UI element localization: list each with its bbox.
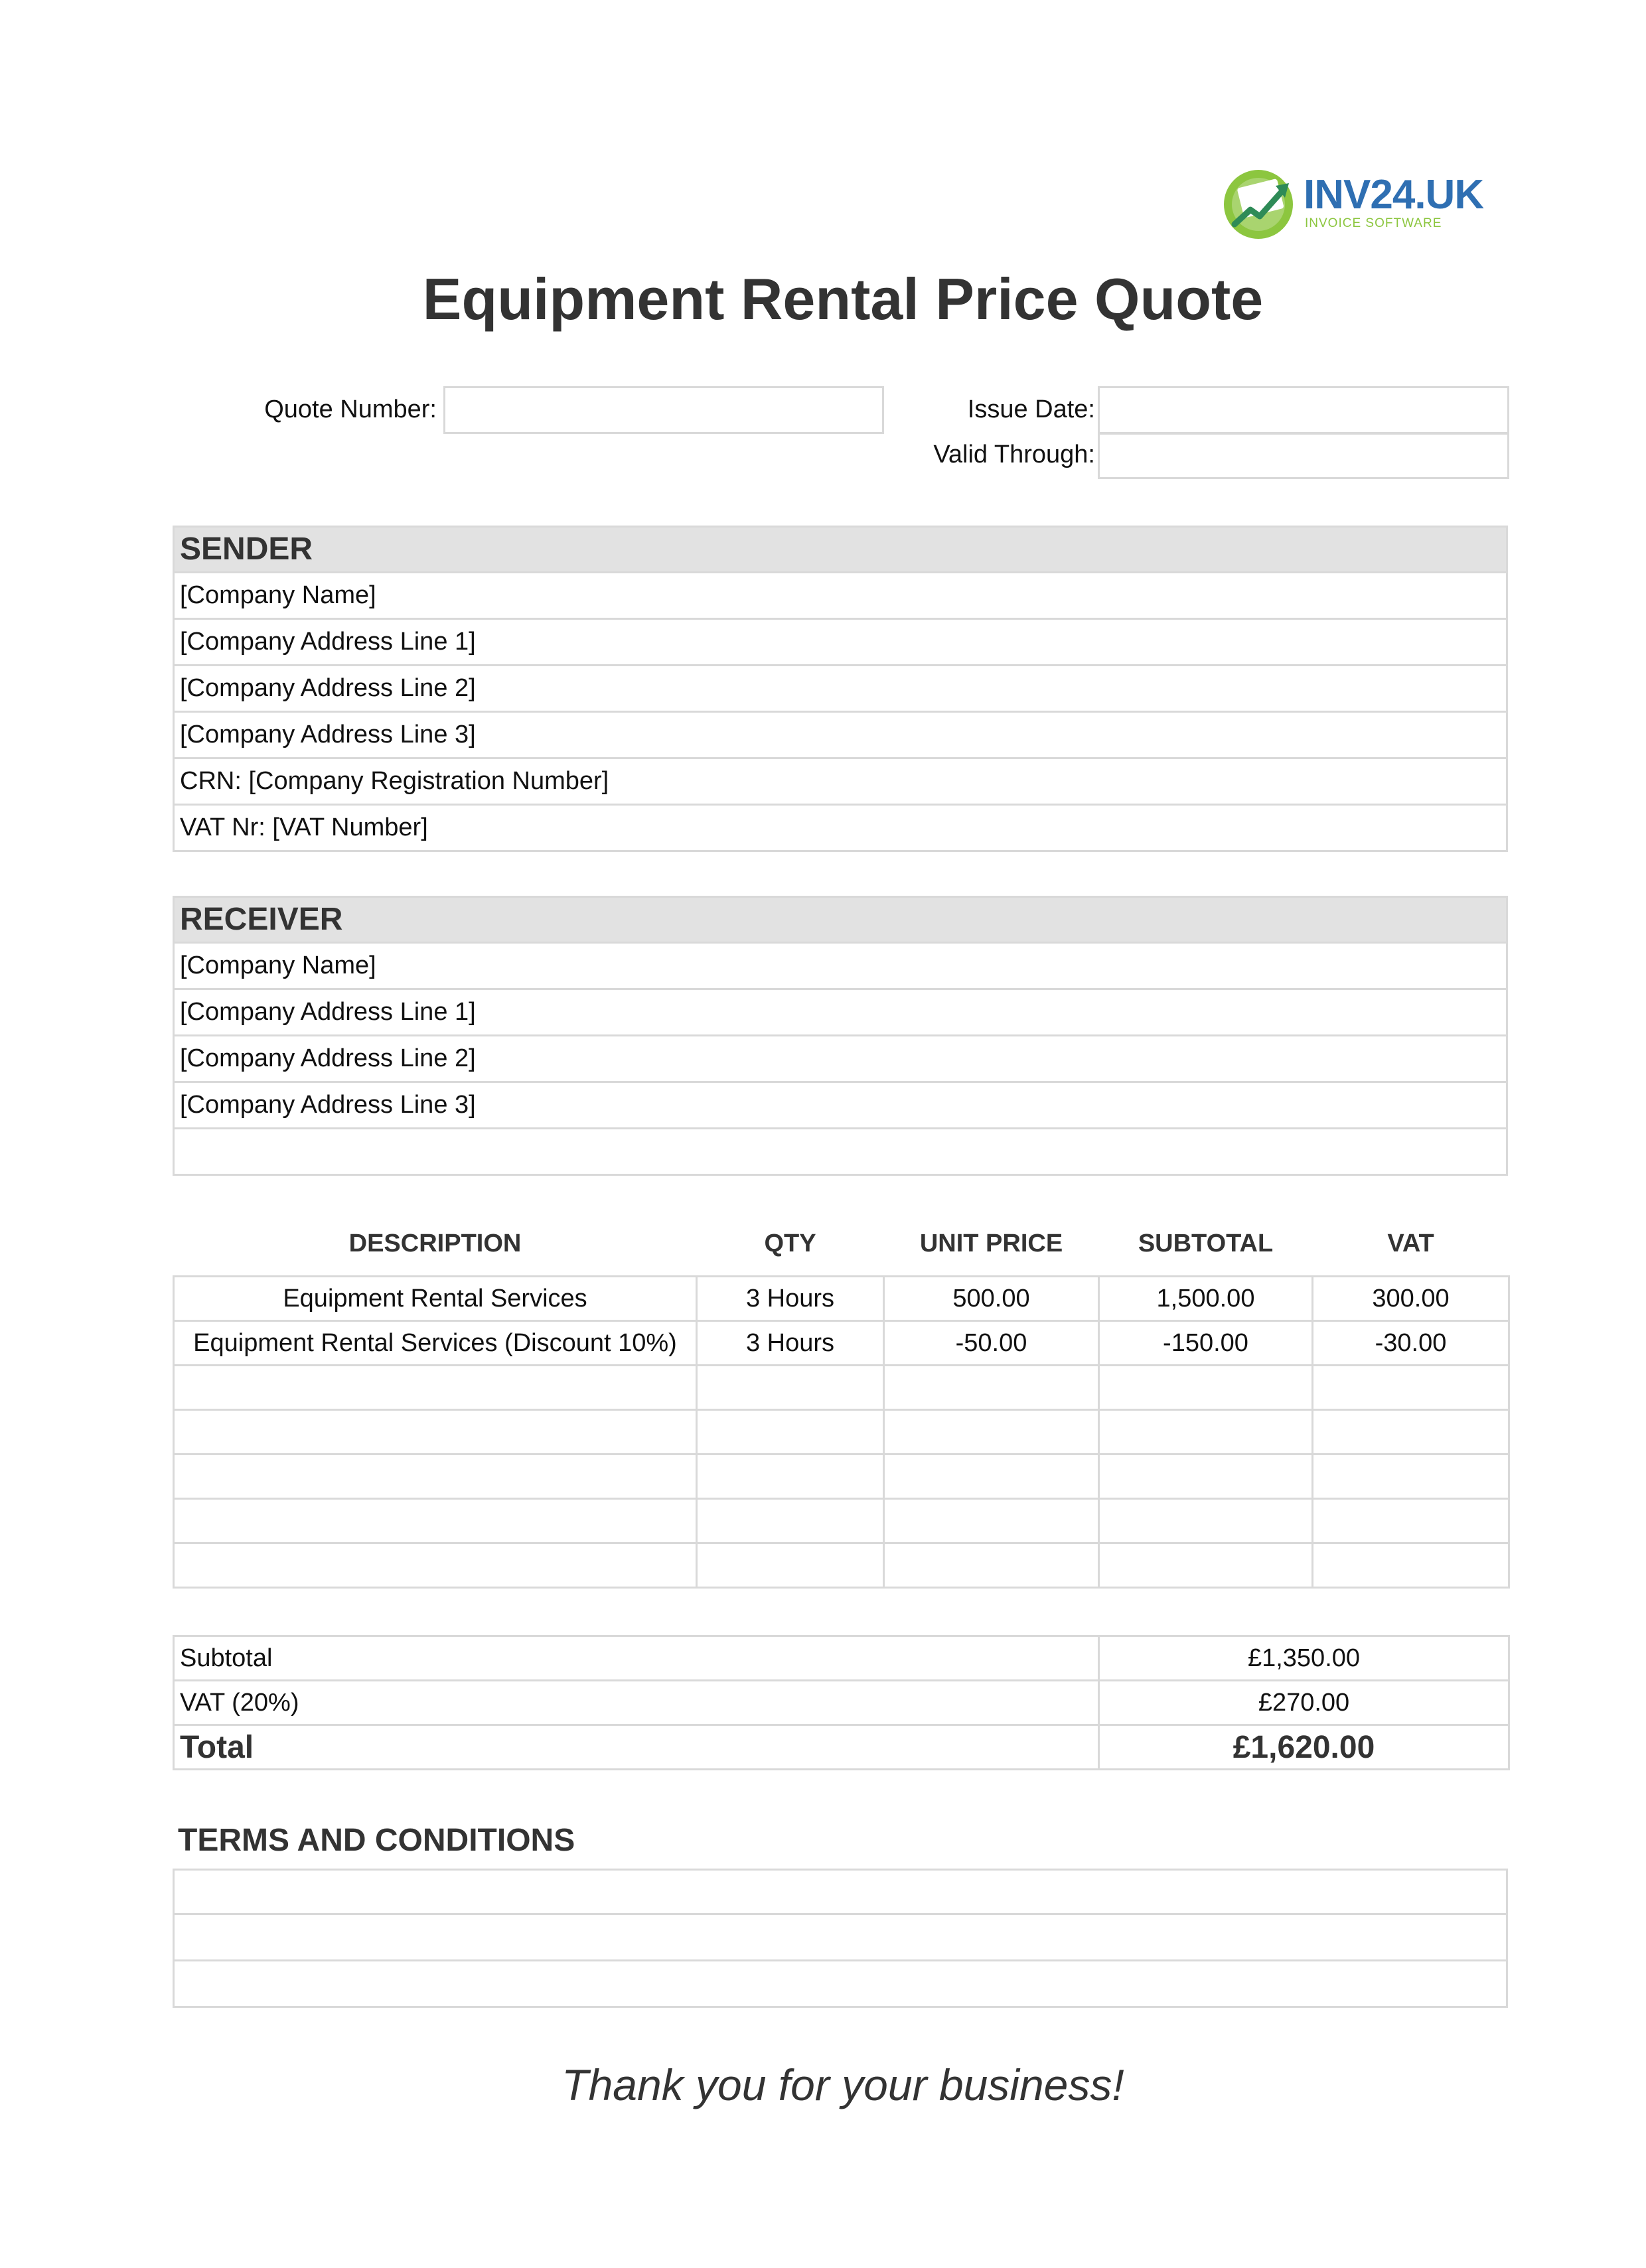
table-row (174, 1410, 1509, 1454)
company-logo (1220, 163, 1484, 243)
item-qty[interactable] (697, 1410, 884, 1454)
item-vat[interactable]: -30.00 (1313, 1321, 1509, 1366)
column-header-description: DESCRIPTION (348, 1229, 522, 1257)
table-row (174, 1499, 1509, 1543)
receiver-address-line-3[interactable]: [Company Address Line 3] (173, 1083, 1508, 1129)
receiver-extra-line[interactable] (173, 1129, 1508, 1176)
item-subtotal[interactable] (1099, 1366, 1313, 1410)
total-value: £1,620.00 (1099, 1725, 1509, 1770)
column-header-qty: QTY (764, 1229, 816, 1257)
sender-section (173, 526, 1508, 852)
table-row (174, 1543, 1509, 1588)
receiver-company-name[interactable]: [Company Name] (173, 944, 1508, 990)
item-vat[interactable]: 300.00 (1313, 1277, 1509, 1321)
receiver-heading: RECEIVER (173, 896, 1508, 944)
item-qty[interactable] (697, 1499, 884, 1543)
terms-line[interactable] (173, 1915, 1508, 1961)
receiver-address-line-1[interactable]: [Company Address Line 1] (173, 990, 1508, 1036)
item-vat[interactable] (1313, 1499, 1509, 1543)
items-header-row (174, 1212, 1509, 1277)
table-row (174, 1277, 1509, 1321)
terms-line[interactable] (173, 1961, 1508, 2008)
item-description[interactable] (174, 1410, 697, 1454)
item-unit-price[interactable]: 500.00 (884, 1277, 1099, 1321)
logo-name: INV24.UK (1304, 172, 1484, 218)
receiver-address-line-2[interactable]: [Company Address Line 2] (173, 1036, 1508, 1083)
item-subtotal[interactable] (1099, 1454, 1313, 1499)
total-label: Total (174, 1725, 1099, 1770)
subtotal-row (174, 1636, 1509, 1681)
receiver-section (173, 896, 1508, 1176)
logo-tagline: INVOICE SOFTWARE (1305, 216, 1442, 230)
totals-table (173, 1635, 1510, 1770)
document-title: Equipment Rental Price Quote (422, 266, 1264, 332)
item-subtotal[interactable]: 1,500.00 (1099, 1277, 1313, 1321)
thank-you-message: Thank you for your business! (561, 2060, 1124, 2109)
item-description[interactable]: Equipment Rental Services (Discount 10%) (174, 1321, 697, 1366)
sender-company-name[interactable]: [Company Name] (173, 573, 1508, 620)
vat-label: VAT (20%) (174, 1681, 1099, 1725)
item-qty[interactable] (697, 1454, 884, 1499)
issue-date-label: Issue Date: (967, 395, 1095, 423)
item-description[interactable] (174, 1366, 697, 1410)
item-vat[interactable] (1313, 1366, 1509, 1410)
item-subtotal[interactable] (1099, 1543, 1313, 1588)
item-subtotal[interactable] (1099, 1410, 1313, 1454)
vat-value: £270.00 (1099, 1681, 1509, 1725)
quote-number-field[interactable] (443, 386, 884, 434)
valid-through-label: Valid Through: (933, 441, 1095, 468)
item-description[interactable] (174, 1454, 697, 1499)
item-qty[interactable]: 3 Hours (697, 1321, 884, 1366)
subtotal-value: £1,350.00 (1099, 1636, 1509, 1681)
item-description[interactable]: Equipment Rental Services (174, 1277, 697, 1321)
column-header-subtotal: SUBTOTAL (1138, 1229, 1274, 1257)
item-unit-price[interactable] (884, 1499, 1099, 1543)
terms-line[interactable] (173, 1869, 1508, 1915)
issue-date-field[interactable] (1098, 386, 1509, 434)
item-qty[interactable] (697, 1543, 884, 1588)
item-unit-price[interactable]: -50.00 (884, 1321, 1099, 1366)
item-vat[interactable] (1313, 1410, 1509, 1454)
items-table (173, 1212, 1510, 1589)
quote-number-label: Quote Number: (264, 395, 437, 423)
item-subtotal[interactable] (1099, 1499, 1313, 1543)
item-unit-price[interactable] (884, 1543, 1099, 1588)
terms-box (173, 1869, 1508, 2008)
item-subtotal[interactable]: -150.00 (1099, 1321, 1313, 1366)
table-row (174, 1366, 1509, 1410)
sender-address-line-3[interactable]: [Company Address Line 3] (173, 713, 1508, 759)
table-row (174, 1321, 1509, 1366)
valid-through-field[interactable] (1098, 433, 1509, 479)
sender-heading: SENDER (173, 526, 1508, 573)
item-qty[interactable] (697, 1366, 884, 1410)
logo-icon (1220, 163, 1300, 243)
sender-crn[interactable]: CRN: [Company Registration Number] (173, 759, 1508, 806)
table-row (174, 1454, 1509, 1499)
item-unit-price[interactable] (884, 1410, 1099, 1454)
item-unit-price[interactable] (884, 1454, 1099, 1499)
item-vat[interactable] (1313, 1543, 1509, 1588)
sender-vat-number[interactable]: VAT Nr: [VAT Number] (173, 806, 1508, 852)
sender-address-line-2[interactable]: [Company Address Line 2] (173, 666, 1508, 713)
subtotal-label: Subtotal (174, 1636, 1099, 1681)
item-unit-price[interactable] (884, 1366, 1099, 1410)
item-qty[interactable]: 3 Hours (697, 1277, 884, 1321)
item-vat[interactable] (1313, 1454, 1509, 1499)
terms-heading: TERMS AND CONDITIONS (178, 1823, 575, 1858)
item-description[interactable] (174, 1499, 697, 1543)
column-header-unit-price: UNIT PRICE (919, 1229, 1063, 1257)
total-row (174, 1725, 1509, 1770)
item-description[interactable] (174, 1543, 697, 1588)
sender-address-line-1[interactable]: [Company Address Line 1] (173, 620, 1508, 666)
vat-row (174, 1681, 1509, 1725)
column-header-vat: VAT (1387, 1229, 1434, 1257)
